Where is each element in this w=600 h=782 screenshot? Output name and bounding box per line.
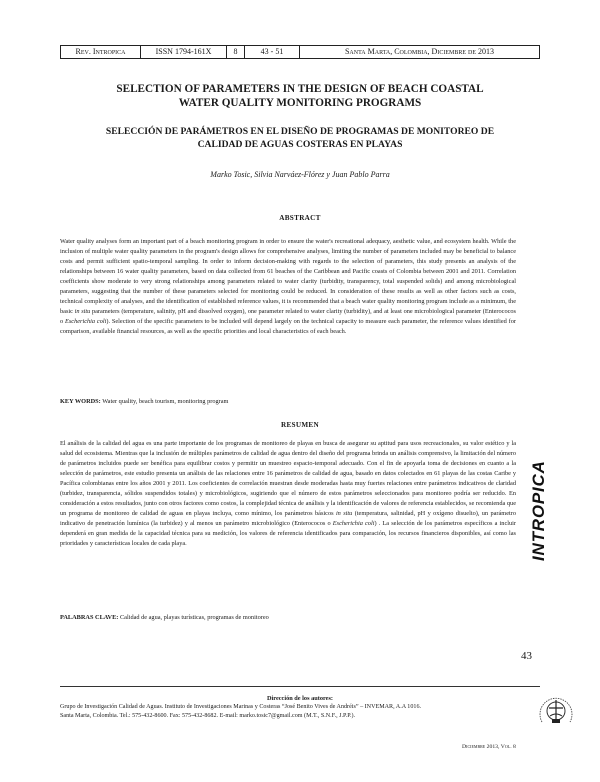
resumen-body [60, 439, 516, 548]
footer-address [60, 703, 530, 720]
volume: 8 [227, 46, 245, 58]
title-en-line2: WATER QUALITY MONITORING PROGRAMS [178, 97, 422, 109]
resumen-italic-2: Escherichia coli [332, 519, 375, 527]
title-english [60, 82, 540, 110]
journal-side-label: INTROPICA [529, 460, 548, 561]
resumen-heading: RESUMEN [280, 421, 320, 429]
resumen-text-2: (temperatura, salinidad, pH y oxígeno disuelto), un parámetro indicativo de penetración lumínica (la turbidez) y al menos un parámetro microbiológico (Enterococos o [60, 509, 516, 527]
abstract-heading: ABSTRACT [279, 214, 321, 222]
keywords-text: Water quality, beach tourism, monitoring program [100, 398, 229, 405]
footer-heading: Dirección de los autores: [266, 695, 334, 702]
resumen-italic-1: in situ [335, 509, 353, 517]
abstract-body [60, 237, 516, 337]
abstract-text-1: Water quality analyses form an important part of a beach monitoring program in order to ensure the water's recreational adequacy, aesthetic value, and ecosystem health. While the inclusion of multiple water quality parameters in the program's design allows for comprehensive analyses, limiting the number of parameters included may be beneficial to balance costs and permit sufficient spatio-temporal sampling. In order to inform decision-making with regards to the selection of parameters, this study presents an analysis of the relationships between 16 water quality parameters, based on data collected from 61 beaches of the Caribbean and Pacific coasts of Colombia between 2001 and 2011. Correlation coefficients show moderate to very strong relationships among parameters related to water clarity (turbidity, transparency, total suspended solids) and among microbiological parameters, suggesting that the number of these parameters selected for monitoring could be reduced. In consideration of these results as well as other factors such as costs, technical complexity of analyses, and the identification of established reference values, it is recommended that a beach water quality monitoring program include as a minimum, the basic [60, 238, 516, 315]
keywords [60, 398, 516, 405]
abstract-italic-1: in situ [74, 307, 91, 315]
footer-date: Diciembre 2013, Vol. 8 [462, 744, 516, 750]
palabras-text: Calidad de agua, playas turísticas, programas de monitoreo [118, 614, 269, 621]
keywords-label: KEY WORDS: [60, 398, 101, 405]
abstract-text-3: ). Selection of the specific parameters to be included will depend largely on the technical capacity to measure each parameter, the reference values identified for comparison, available financial resources, as well as the specific priorities and local characteristics of each beach. [60, 317, 516, 335]
resumen-text-3: ) . La selección de los parámetros específicos a incluir dependerá en gran medida de la capacidad técnica para su medición, los valores de referencia identificados para comparación, los recursos financieros disponibles, así como las prioridades y características locales de cada playa. [60, 519, 516, 547]
footer-line-2: Santa Marta, Colombia. Tel.: 575-432-8600. Fax: 575-432-8682. E-mail: marko.tosic7@gmail.com (M.T., S.N.F., J.P.P.). [60, 712, 356, 719]
resumen-text-1: El análisis de la calidad del agua es una parte importante de los programas de monitoreo de playas en busca de asegurar su aptitud para usos recreacionales, su valor estético y la salud del ecosistema. Mientras que la inclusión de múltiples parámetros de calidad de agua dentro del diseño del programa brinda un análisis comprensivo, la limitación del número de parámetros incluidos puede ser benéfica para equilibrar costos y permitir un muestreo espacio-temporal adecuado. Con el fin de apoyarla toma de decisiones en cuanto a la selección de parámetros, este estudio presenta un análisis de las relaciones entre 16 parámetros de calidad de agua, basado en datos colectados en 61 playas de las costas Caribe y Pacífica colombianas entre los años 2001 y 2011. Los coeficientes de correlación muestran desde moderadas hasta muy fuertes relaciones entre parámetros indicativos de claridad (turbidez, transparencia, sólidos suspendidos totales) y microbiológicos, sugiriendo que el número de estos parámetros seleccionados para monitoreo podría ser reducido. En consideración a estos resultados, junto con otros factores como costos, la complejidad técnica de análisis y la identificación de valores de referencia establecidos, se recomienda que un programa de monitoreo de calidad de aguas en playas incluya, como mínimo, los parámetros básicos [60, 440, 516, 517]
university-seal-icon [538, 692, 574, 730]
place-date: Santa Marta, Colombia, Diciembre de 2013 [344, 47, 494, 56]
title-en-line1: SELECTION OF PARAMETERS IN THE DESIGN OF BEACH COASTAL [116, 83, 484, 95]
page-range: 43 - 51 [245, 46, 300, 58]
journal-name: Rev. Intropica [61, 46, 141, 58]
title-spanish [60, 126, 540, 151]
footer-divider [60, 686, 540, 687]
footer-line-1: Grupo de Investigación Calidad de Aguas. Instituto de Investigaciones Marinas y Costeras “José Benito Vives de Andréis” – INVEMAR, A.A 1016. [60, 704, 422, 710]
title-es-line2: CALIDAD DE AGUAS COSTERAS EN PLAYAS [197, 138, 403, 150]
issn: ISSN 1794-161X [141, 46, 227, 58]
journal-header-table [60, 45, 540, 59]
palabras-label: PALABRAS CLAVE: [60, 614, 119, 621]
authors: Marko Tosic, Silvia Narváez-Flórez y Juan Pablo Parra [210, 170, 390, 179]
abstract-italic-2: Escherichia coli [65, 317, 107, 325]
page-number: 43 [521, 650, 532, 662]
title-es-line1: SELECCIÓN DE PARÁMETROS EN EL DISEÑO DE PROGRAMAS DE MONITOREO DE [105, 126, 495, 137]
abstract-text-2: parameters (temperature, salinity, pH and dissolved oxygen), one parameter related to water clarity (turbidity), and at least one microbiological parameter (Enterococos o [60, 307, 516, 325]
palabras-clave [60, 614, 516, 621]
